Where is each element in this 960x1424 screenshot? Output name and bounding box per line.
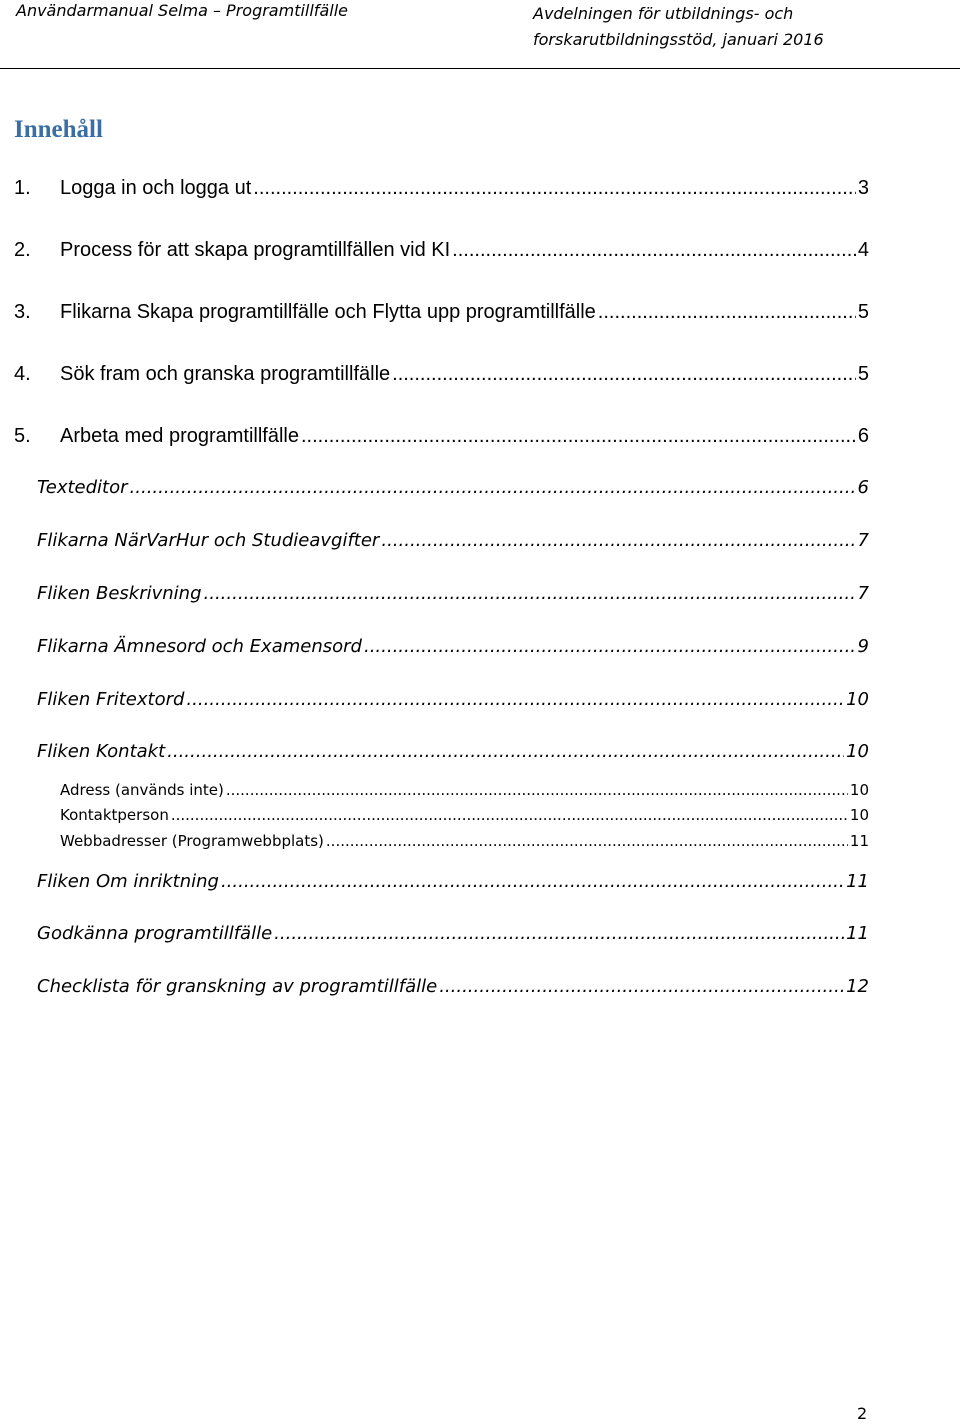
toc-entry-title: Adress (används inte) (60, 781, 224, 799)
toc-entry-page: 10 (846, 741, 869, 762)
toc-dot-leader (186, 689, 844, 710)
toc-entry[interactable] (60, 781, 869, 799)
toc-entry-number: 5. (14, 425, 31, 447)
toc-dot-leader (452, 239, 856, 262)
toc-entry-page: 10 (849, 781, 869, 799)
toc-entry[interactable] (37, 689, 869, 710)
toc-entry-title: Fliken Kontakt (37, 741, 166, 762)
toc-entry-label (14, 301, 596, 324)
toc-dot-leader (326, 832, 848, 850)
header-document-title: Användarmanual Selma – Programtillfälle (16, 1, 348, 20)
toc-dot-leader (167, 741, 844, 762)
toc-entry-page: 7 (857, 530, 869, 551)
toc-entry-title: Sök fram och granska programtillfälle (60, 363, 391, 385)
toc-entry[interactable] (14, 239, 869, 262)
toc-entry[interactable] (37, 976, 869, 997)
toc-entry-title: Process för att skapa programtillfällen vid KI (60, 239, 451, 261)
toc-entry-number: 4. (14, 363, 31, 385)
toc-entry-title: Kontaktperson (60, 806, 169, 824)
toc-entry-page: 7 (857, 583, 869, 604)
toc-entry-page: 10 (846, 689, 869, 710)
toc-entry-label (14, 239, 450, 262)
toc-dot-leader (253, 177, 856, 200)
toc-entry-title: Godkänna programtillfälle (37, 923, 273, 944)
page-number: 2 (857, 1404, 868, 1423)
toc-entry-title: Flikarna NärVarHur och Studieavgifter (37, 530, 380, 551)
toc-entry[interactable] (37, 741, 869, 762)
toc-dot-leader (274, 923, 844, 944)
toc-dot-leader (392, 363, 856, 386)
toc-entry[interactable] (14, 425, 869, 448)
toc-entry-title: Flikarna Skapa programtillfälle och Flytta upp programtillfälle (60, 301, 596, 323)
toc-entry[interactable] (60, 806, 869, 824)
toc-entry[interactable] (60, 832, 869, 850)
toc-entry-page: 11 (849, 832, 869, 850)
toc-entry-page: 10 (849, 806, 869, 824)
toc-entry[interactable] (37, 923, 869, 944)
toc-entry-page: 4 (857, 239, 869, 261)
toc-entry-number: 2. (14, 239, 31, 261)
toc-entry-page: 12 (846, 976, 869, 997)
toc-entry[interactable] (37, 477, 869, 498)
toc-entry-label (14, 177, 251, 200)
toc-entry-number: 3. (14, 301, 31, 323)
toc-entry[interactable] (14, 177, 869, 200)
header-department-line2: forskarutbildningsstöd, januari 2016 (533, 30, 824, 49)
toc-entry[interactable] (37, 636, 869, 657)
toc-entry-page: 6 (857, 425, 869, 447)
toc-entry-page: 3 (857, 177, 869, 199)
toc-entry[interactable] (37, 871, 869, 892)
toc-entry-label (14, 425, 299, 448)
toc-dot-leader (301, 425, 856, 448)
toc-dot-leader (130, 477, 856, 498)
toc-dot-leader (364, 636, 856, 657)
toc-entry-page: 9 (857, 636, 869, 657)
toc-entry[interactable] (14, 301, 869, 324)
toc-entry-title: Fliken Beskrivning (37, 583, 202, 604)
toc-entry-title: Fliken Om inriktning (37, 871, 219, 892)
toc-dot-leader (221, 871, 844, 892)
toc-entry-title: Webbadresser (Programwebbplats) (60, 832, 324, 850)
toc-entry-number: 1. (14, 177, 31, 199)
toc-entry-label (14, 363, 390, 386)
header-department (533, 1, 824, 53)
toc-heading: Innehåll (14, 116, 103, 143)
toc-entry-title: Flikarna Ämnesord och Examensord (37, 636, 362, 657)
toc-entry-page: 11 (846, 923, 869, 944)
toc-entry-title: Texteditor (37, 477, 128, 498)
toc-entry-page: 5 (857, 301, 869, 323)
toc-dot-leader (598, 301, 856, 324)
header-divider (0, 68, 960, 69)
header-department-line1: Avdelningen för utbildnings- och (533, 4, 794, 23)
toc-entry-title: Checklista för granskning av programtillfälle (37, 976, 438, 997)
toc-entry-page: 6 (857, 477, 869, 498)
page-header (0, 0, 960, 70)
toc-entry-title: Logga in och logga ut (60, 177, 252, 199)
toc-dot-leader (171, 806, 848, 824)
toc-entry-title: Fliken Fritextord (37, 689, 185, 710)
toc-entry-page: 5 (857, 363, 869, 385)
toc-entry[interactable] (37, 530, 869, 551)
toc-entry-title: Arbeta med programtillfälle (60, 425, 299, 447)
toc-entry[interactable] (14, 363, 869, 386)
toc-entry-page: 11 (846, 871, 869, 892)
toc-dot-leader (439, 976, 844, 997)
toc-entry[interactable] (37, 583, 869, 604)
toc-dot-leader (226, 781, 848, 799)
toc-dot-leader (381, 530, 855, 551)
toc-dot-leader (204, 583, 856, 604)
